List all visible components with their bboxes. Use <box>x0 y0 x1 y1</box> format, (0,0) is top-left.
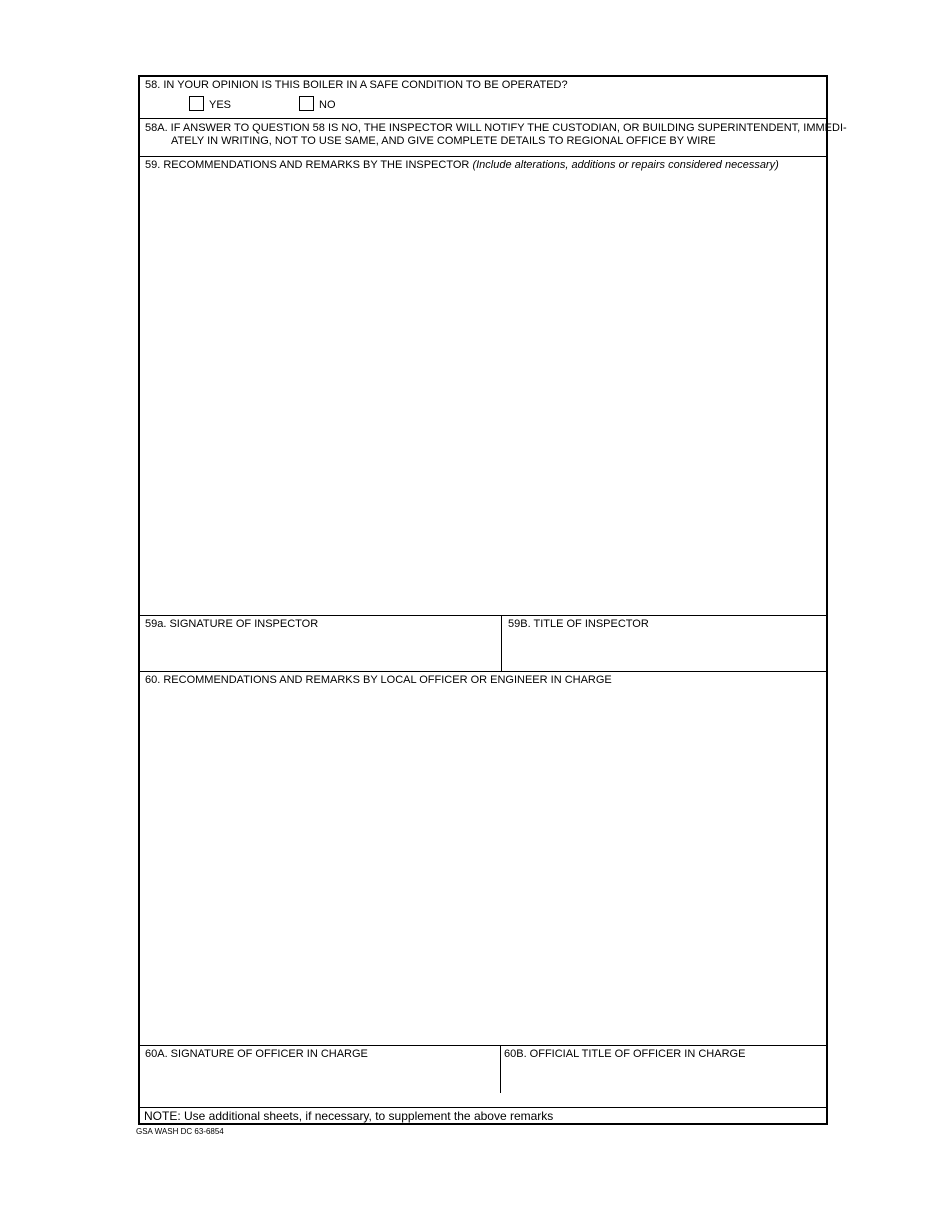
q59-note: (Include alterations, additions or repairs considered necessary) <box>472 159 779 171</box>
inspector-title-field[interactable] <box>502 616 826 671</box>
q60a-label: 60A. SIGNATURE OF OFFICER IN CHARGE <box>145 1048 368 1060</box>
divider <box>140 118 826 119</box>
q60b-label: 60B. OFFICIAL TITLE OF OFFICER IN CHARGE <box>504 1048 746 1060</box>
q59-label <box>145 159 779 172</box>
officer-remarks-area[interactable] <box>140 672 826 1045</box>
q59b-label: 59B. TITLE OF INSPECTOR <box>508 618 649 630</box>
q58a-line1: 58A. IF ANSWER TO QUESTION 58 IS NO, THE INSPECTOR WILL NOTIFY THE CUSTODIAN, OR BUILDING SUPERINTENDENT, IMMEDI- <box>145 122 847 134</box>
supplement-note: NOTE: Use additional sheets, if necessary, to supplement the above remarks <box>144 1109 554 1123</box>
officer-signature-field[interactable] <box>140 1046 500 1093</box>
no-label: NO <box>319 99 336 111</box>
q59a-label: 59a. SIGNATURE OF INSPECTOR <box>145 618 319 630</box>
no-checkbox[interactable] <box>299 96 314 111</box>
q59-label-text: 59. RECOMMENDATIONS AND REMARKS BY THE INSPECTOR <box>145 159 470 171</box>
boiler-inspection-form <box>138 75 847 1125</box>
inspector-remarks-area[interactable] <box>140 157 826 615</box>
q60-label: 60. RECOMMENDATIONS AND REMARKS BY LOCAL OFFICER OR ENGINEER IN CHARGE <box>145 674 612 686</box>
yes-label: YES <box>209 99 232 111</box>
inspector-signature-field[interactable] <box>140 616 501 671</box>
form-code: GSA WASH DC 63-6854 <box>136 1127 224 1136</box>
officer-title-field[interactable] <box>501 1046 826 1107</box>
divider <box>140 1107 826 1108</box>
yes-checkbox[interactable] <box>189 96 204 111</box>
q58-label: 58. IN YOUR OPINION IS THIS BOILER IN A SAFE CONDITION TO BE OPERATED? <box>145 79 568 91</box>
q58a-line2: ATELY IN WRITING, NOT TO USE SAME, AND GIVE COMPLETE DETAILS TO REGIONAL OFFICE BY WIRE <box>171 135 716 147</box>
